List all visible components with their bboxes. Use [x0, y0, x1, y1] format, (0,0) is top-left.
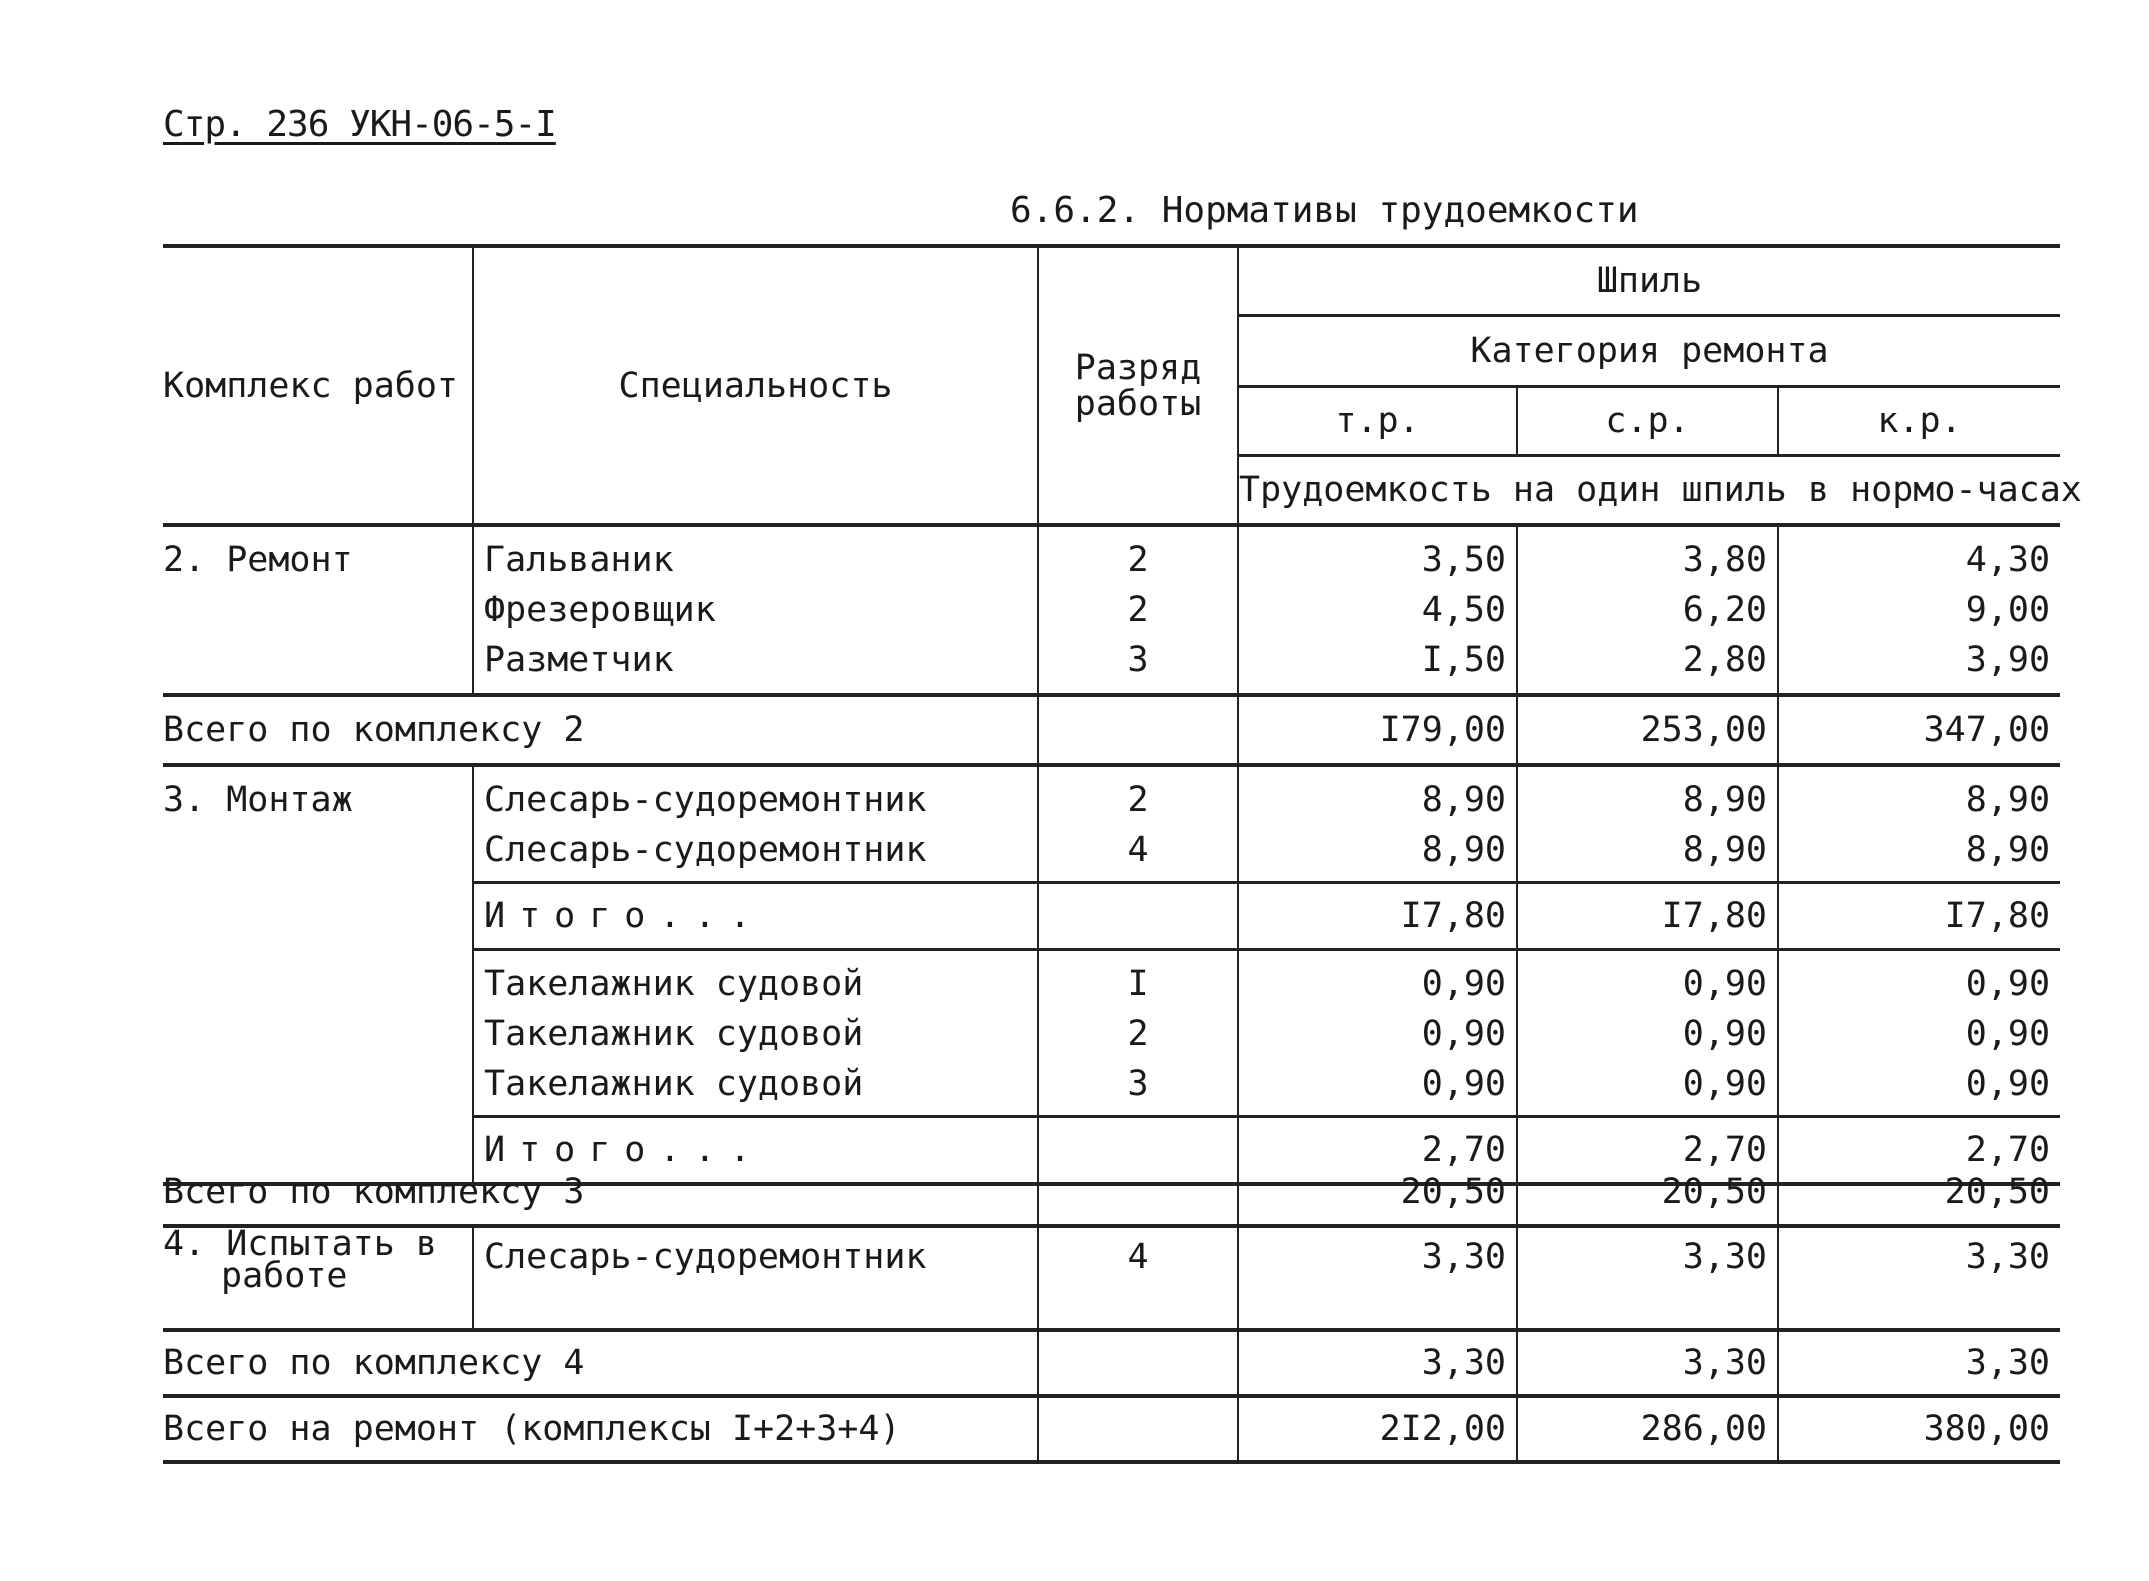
grade-cell: 3 [1038, 635, 1238, 695]
kr-cell: 380,00 [1778, 1396, 2060, 1462]
specialty-cell: Слесарь-судоремонтник [473, 765, 1038, 825]
grade-cell: I [1038, 950, 1238, 1010]
kr-cell: 3,30 [1778, 1226, 2060, 1330]
total-row [163, 1330, 2060, 1396]
kr-cell: 0,90 [1778, 950, 2060, 1010]
kr-cell: 0,90 [1778, 1009, 2060, 1059]
specialty-cell: Гальваник [473, 525, 1038, 585]
kr-cell: 2,70 [1778, 1117, 2060, 1185]
sr-cell: 2,80 [1517, 635, 1778, 695]
tr-cell: 0,90 [1238, 1059, 1517, 1117]
specialty-cell: Фрезеровщик [473, 585, 1038, 635]
col-header-unit: Трудоемкость на один шпиль в нормо-часах [1238, 456, 2060, 526]
tr-cell: I,50 [1238, 635, 1517, 695]
kr-cell: 8,90 [1778, 825, 2060, 883]
section-title-test [163, 1226, 473, 1330]
tr-cell: 3,50 [1238, 525, 1517, 585]
total-row [163, 1160, 2060, 1226]
table-row [163, 525, 2060, 585]
norms-table [163, 244, 2082, 1186]
kr-cell: 8,90 [1778, 765, 2060, 825]
col-header-grade [1038, 246, 1238, 525]
col-header-complex: Комплекс работ [163, 246, 473, 525]
col-header-kr: к.р. [1778, 387, 2060, 456]
sr-cell: 2,70 [1517, 1117, 1778, 1185]
specialty-cell: Такелажник судовой [473, 1059, 1038, 1117]
col-header-sr: с.р. [1517, 387, 1778, 456]
tr-cell: 0,90 [1238, 950, 1517, 1010]
sr-cell: 0,90 [1517, 1059, 1778, 1117]
col-header-specialty: Специальность [473, 246, 1038, 525]
sr-cell: 8,90 [1517, 825, 1778, 883]
tr-cell: 3,30 [1238, 1226, 1517, 1330]
table-row [163, 1226, 2060, 1330]
tr-cell: I7,80 [1238, 883, 1517, 950]
total-label: Всего по комплексу 4 [163, 1330, 1038, 1396]
tr-cell: 8,90 [1238, 825, 1517, 883]
specialty-cell: Слесарь-судоремонтник [473, 825, 1038, 883]
kr-cell: 9,00 [1778, 585, 2060, 635]
subtotal-label: Итого... [473, 883, 1038, 950]
section-title-mount: 3. Монтаж [163, 765, 473, 1184]
kr-cell: 3,30 [1778, 1330, 2060, 1396]
total-label: Всего по комплексу 3 [163, 1160, 1038, 1226]
grade-cell: 4 [1038, 1226, 1238, 1330]
specialty-cell: Такелажник судовой [473, 1009, 1038, 1059]
tr-cell: 4,50 [1238, 585, 1517, 635]
table-row [163, 765, 2060, 825]
page-header: Стр. 236 УКН-06-5-I [163, 104, 556, 145]
grand-total-row [163, 1396, 2060, 1462]
sr-cell: 20,50 [1517, 1160, 1778, 1226]
kr-cell: 3,90 [1778, 635, 2060, 695]
sr-cell: 3,30 [1517, 1330, 1778, 1396]
grand-total-label: Всего на ремонт (комплексы I+2+3+4) [163, 1396, 1038, 1462]
tr-cell: 20,50 [1238, 1160, 1517, 1226]
tr-cell: 2,70 [1238, 1117, 1517, 1185]
grade-cell: 3 [1038, 1059, 1238, 1117]
specialty-cell: Такелажник судовой [473, 950, 1038, 1010]
sr-cell: 0,90 [1517, 950, 1778, 1010]
grade-line2: работы [1074, 383, 1202, 424]
grade-cell: 2 [1038, 525, 1238, 585]
tr-cell: 2I2,00 [1238, 1396, 1517, 1462]
grade-cell: 4 [1038, 825, 1238, 883]
specialty-cell: Слесарь-судоремонтник [473, 1226, 1038, 1330]
total-row [163, 695, 2060, 765]
grade-cell [1038, 883, 1238, 950]
total-label: Всего по комплексу 2 [163, 695, 1038, 765]
norms-table-bottom [163, 1160, 2060, 1464]
test-title-line2: работе [221, 1256, 348, 1296]
grade-line1: Разряд [1074, 347, 1202, 388]
sr-cell: 6,20 [1517, 585, 1778, 635]
kr-cell: 20,50 [1778, 1160, 2060, 1226]
sr-cell: 286,00 [1517, 1396, 1778, 1462]
col-header-category: Категория ремонта [1238, 316, 2060, 387]
grade-cell [1038, 1160, 1238, 1226]
kr-cell: 0,90 [1778, 1059, 2060, 1117]
sr-cell: 253,00 [1517, 695, 1778, 765]
subtotal-label: Итого... [473, 1117, 1038, 1185]
section-title-repair: 2. Ремонт [163, 525, 473, 695]
tr-cell: 0,90 [1238, 1009, 1517, 1059]
grade-cell [1038, 695, 1238, 765]
table-title: 6.6.2. Нормативы трудоемкости [1010, 190, 1639, 231]
sr-cell: 8,90 [1517, 765, 1778, 825]
sr-cell: I7,80 [1517, 883, 1778, 950]
sr-cell: 3,80 [1517, 525, 1778, 585]
tr-cell: 3,30 [1238, 1330, 1517, 1396]
col-header-tr: т.р. [1238, 387, 1517, 456]
specialty-cell: Разметчик [473, 635, 1038, 695]
grade-cell: 2 [1038, 585, 1238, 635]
grade-cell [1038, 1330, 1238, 1396]
grade-cell [1038, 1396, 1238, 1462]
col-header-object: Шпиль [1238, 246, 2060, 316]
grade-cell: 2 [1038, 1009, 1238, 1059]
kr-cell: 347,00 [1778, 695, 2060, 765]
tr-cell: 8,90 [1238, 765, 1517, 825]
test-title-line1: 4. Испытать в [163, 1224, 437, 1264]
sr-cell: 0,90 [1517, 1009, 1778, 1059]
kr-cell: I7,80 [1778, 883, 2060, 950]
tr-cell: I79,00 [1238, 695, 1517, 765]
kr-cell: 4,30 [1778, 525, 2060, 585]
grade-cell: 2 [1038, 765, 1238, 825]
sr-cell: 3,30 [1517, 1226, 1778, 1330]
